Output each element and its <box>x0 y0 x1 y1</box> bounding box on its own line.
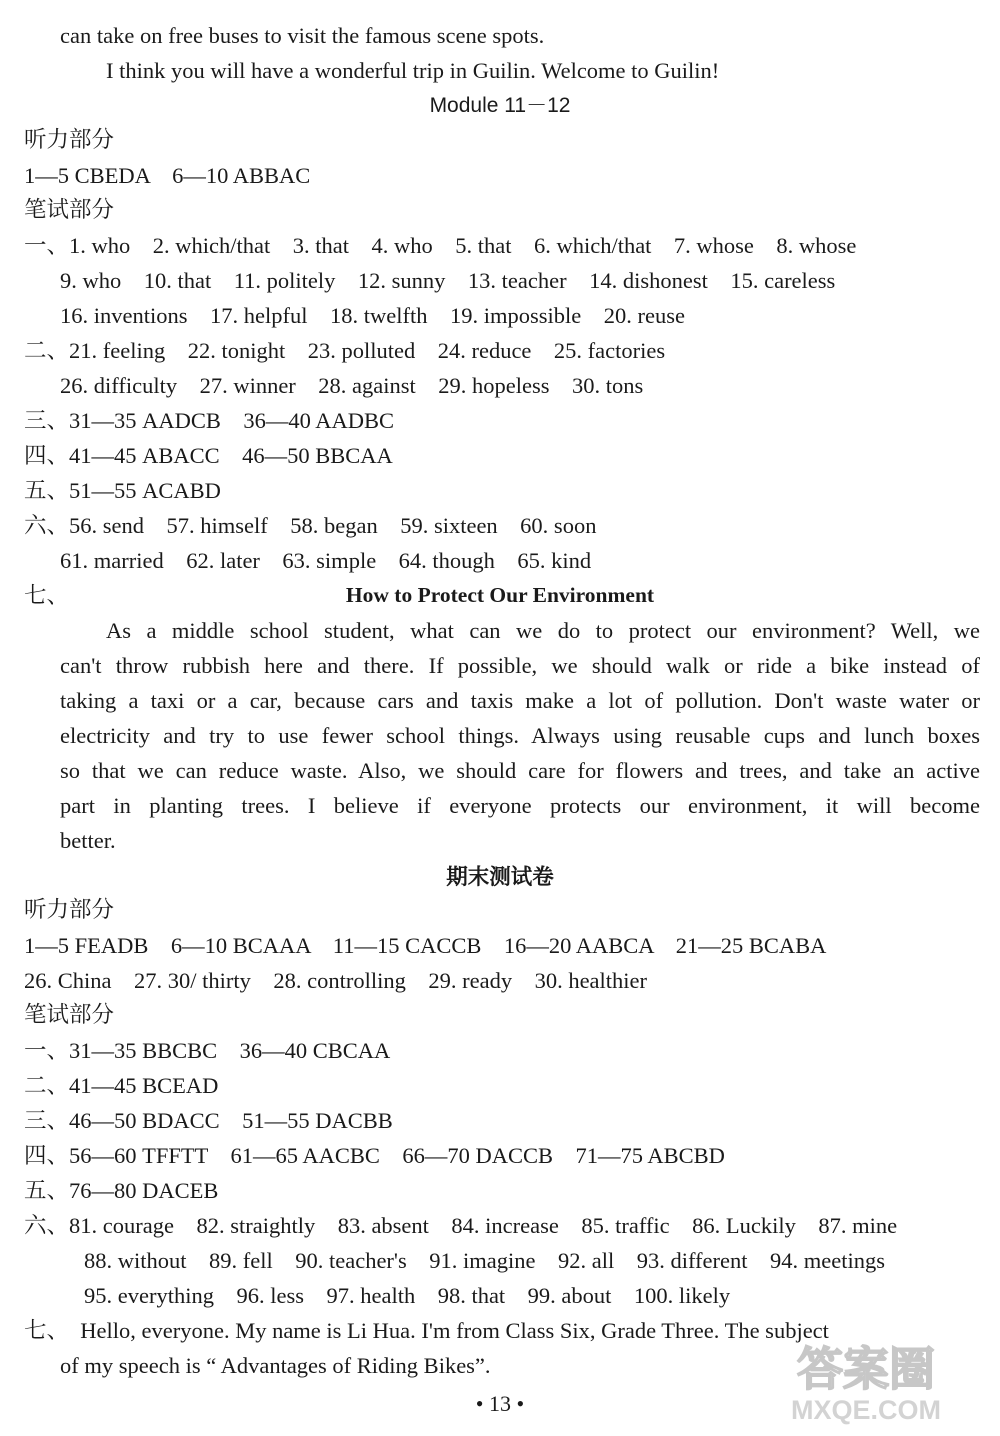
text-line: taking a taxi or a car, because cars and taxis make a lot of pollution. Don't waste water or <box>60 688 980 713</box>
text-line: 9. who 10. that 11. politely 12. sunny 13. teacher 14. dishonest 15. careless <box>60 268 836 293</box>
text-line: 六、56. send 57. himself 58. began 59. sixteen 60. soon <box>24 513 597 538</box>
text-line: Module 11－12 <box>429 94 571 117</box>
text-line: can't throw rubbish here and there. If possible, we should walk or ride a bike instead of <box>60 653 980 678</box>
text-line: 二、41—45 BCEAD <box>24 1073 219 1098</box>
text-line: 16. inventions 17. helpful 18. twelfth 19. impossible 20. reuse <box>60 303 685 328</box>
text-line: 期末测试卷 <box>446 865 554 890</box>
text-line: 1—5 FEADB 6—10 BCAAA 11—15 CACCB 16—20 AABCA 21—25 BCABA <box>24 933 827 958</box>
text-line: 六、81. courage 82. straightly 83. absent 84. increase 85. traffic 86. Luckily 87. mine <box>24 1213 898 1238</box>
watermark-logo <box>746 1333 986 1428</box>
watermark-text-url: MXQE.COM <box>790 1395 942 1425</box>
text-line: 四、56—60 TFFTT 61—65 AACBC 66—70 DACCB 71—75 ABCBD <box>24 1143 725 1168</box>
text-line: 听力部分 <box>24 897 115 923</box>
text-line: I think you will have a wonderful trip in Guilin. Welcome to Guilin! <box>106 58 720 83</box>
text-line: 三、31—35 AADCB 36—40 AADBC <box>24 408 395 433</box>
watermark-text-cn: 答案圈 <box>797 1342 935 1396</box>
text-line: 笔试部分 <box>24 1002 115 1028</box>
text-line: 1—5 CBEDA 6—10 ABBAC <box>24 163 311 188</box>
page-number: • 13 • <box>475 1391 525 1416</box>
text-line: 五、76—80 DACEB <box>24 1178 219 1203</box>
text-line: 95. everything 96. less 97. health 98. that 99. about 100. likely <box>84 1283 731 1308</box>
text-line: 一、1. who 2. which/that 3. that 4. who 5. that 6. which/that 7. whose 8. whose <box>24 233 857 258</box>
text-line: 26. difficulty 27. winner 28. against 29. hopeless 30. tons <box>60 373 644 398</box>
text-line: electricity and try to use fewer school things. Always using reusable cups and lunch boxes <box>60 723 980 748</box>
text-line: 七、 <box>24 583 70 608</box>
text-line: 四、41—45 ABACC 46—50 BBCAA <box>24 443 393 468</box>
text-line: so that we can reduce waste. Also, we should care for flowers and trees, and take an active <box>60 758 980 783</box>
text-line: As a middle school student, what can we do to protect our environment? Well, we <box>106 618 980 643</box>
text-line: 七、 Hello, everyone. My name is Li Hua. I'm from Class Six, Grade Three. The subject <box>24 1318 829 1343</box>
text-line: 一、31—35 BBCBC 36—40 CBCAA <box>24 1038 391 1063</box>
text-line: better. <box>60 828 116 853</box>
text-line: 二、21. feeling 22. tonight 23. polluted 24. reduce 25. factories <box>24 338 666 363</box>
text-line: 三、46—50 BDACC 51—55 DACBB <box>24 1108 393 1133</box>
text-line: 88. without 89. fell 90. teacher's 91. imagine 92. all 93. different 94. meetings <box>84 1248 885 1273</box>
text-line: How to Protect Our Environment <box>345 583 655 607</box>
text-line: 听力部分 <box>24 127 115 153</box>
text-line: of my speech is “ Advantages of Riding Bikes”. <box>60 1353 491 1378</box>
text-line: part in planting trees. I believe if everyone protects our environment, it will become <box>60 793 980 818</box>
text-line: can take on free buses to visit the famous scene spots. <box>60 23 545 48</box>
text-line: 26. China 27. 30/ thirty 28. controlling 29. ready 30. healthier <box>24 968 648 993</box>
text-line: 笔试部分 <box>24 197 115 223</box>
text-line: 五、51—55 ACABD <box>24 478 221 503</box>
text-line: 61. married 62. later 63. simple 64. though 65. kind <box>60 548 592 573</box>
